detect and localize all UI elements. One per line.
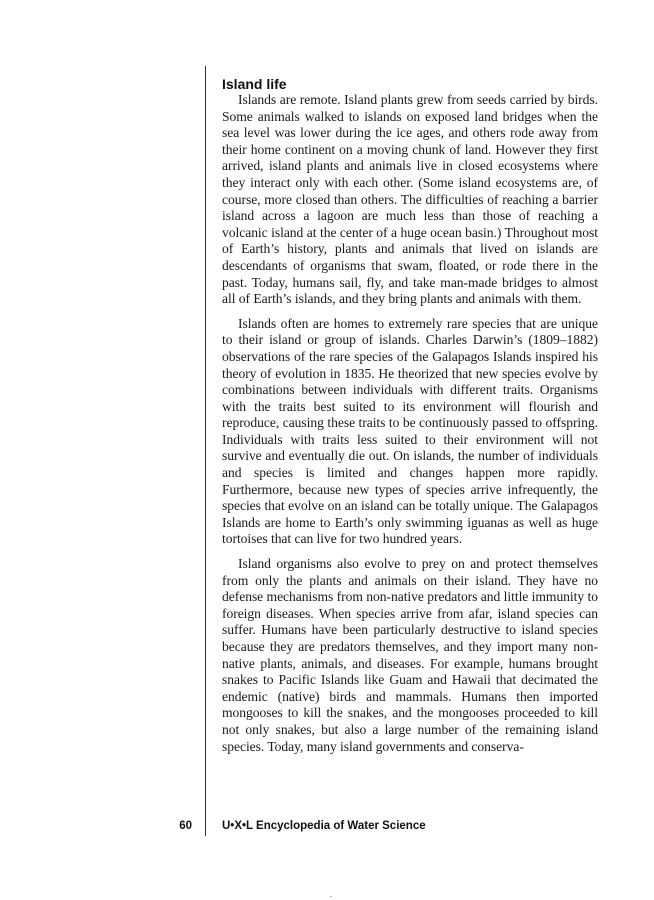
section-heading: Island life	[222, 76, 287, 92]
margin-rule	[205, 66, 206, 836]
paragraph-2: Islands often are homes to extremely rare species that are unique to their island or group of islands. Charles Darwin’s (1809–1882) observations of the rare species of the Galapagos Islands inspired his theory of evolution in 1835. He theorized that new species evolve by combinations between individuals with different traits. Organisms with the traits best suited to its environment will flourish and reproduce, causing these traits to be continuously passed to offspring. Individuals with traits less suited to their environment will not survive and eventually die out. On islands, the number of individuals and species is limited and changes happen more rapidly. Furthermore, because new types of species arrive infrequently, the species that evolve on an island can be totally unique. The Galapagos Islands are home to Earth’s only swimming iguanas as well as huge tortoises that can live for two hundred years.	[222, 315, 598, 547]
paragraph-3: Island organisms also evolve to prey on and protect themselves from only the plants and animals on their island. They have no defense mechanisms from non-native predators and little immunity to foreign diseases. When species arrive from afar, island species can suffer. Humans have been particularly destructive to island species because they are predators themselves, and they import many non-native plants, animals, and diseases. For example, humans brought snakes to Pacific Islands like Guam and Hawaii that decimated the endemic (native) birds and mammals. Humans then imported mongooses to kill the snakes, and the mongooses proceeded to kill not only snakes, but also a large number of the remaining island species. Today, many island governments and conserva-	[222, 556, 598, 754]
paragraph-1: Islands are remote. Island plants grew from seeds carried by birds. Some animals walked to islands on exposed land bridges when the sea level was lower during the ice ages, and others rode away from their home continent on a moving chunk of land. However they first arrived, island plants and animals live in closed ecosystems where they interact only with each other. (Some island ecosystems are, of course, more closed than others. The difficulties of reaching a barrier island across a lagoon are much less than those of reaching a volcanic island at the center of a huge ocean basin.) Throughout most of Earth’s history, plants and animals that lived on islands are descendants of organisms that swam, floated, or rode there in the past. Today, humans sail, fly, and take man-made bridges to almost all of Earth’s islands, and they bring plants and animals with them.	[222, 92, 598, 307]
page-number: 60	[179, 820, 192, 832]
running-footer-title: U•X•L Encyclopedia of Water Science	[222, 820, 426, 832]
section-island-life	[222, 76, 598, 755]
scan-speck	[330, 896, 332, 897]
